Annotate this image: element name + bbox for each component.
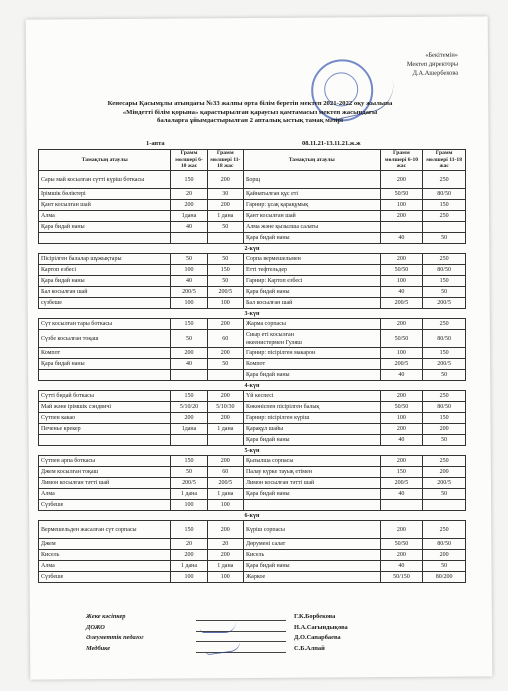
dish-name-breakfast: Алма	[39, 489, 171, 500]
table-row	[39, 572, 466, 583]
grams-11-18: 1 дана	[207, 211, 243, 222]
table-row	[39, 402, 466, 413]
date-range: 08.11.21-13.11.21.ж.ж	[302, 140, 361, 147]
grams-11-18: 80/50	[423, 330, 466, 348]
grams-6-10	[171, 370, 207, 381]
dish-name-breakfast: Сүтті бидай боткасы	[39, 391, 171, 402]
table-row	[39, 200, 466, 211]
day-header-row	[39, 309, 466, 319]
approval-role: Мектеп директоры	[406, 60, 459, 68]
grams-6-10: 200	[380, 424, 423, 435]
signature-name: С.Б.Алпай	[294, 644, 325, 652]
grams-6-10: 1 дана	[171, 561, 207, 572]
menu-table	[38, 149, 466, 583]
table-row	[39, 500, 466, 511]
grams-11-18: 50	[423, 287, 466, 298]
grams-11-18: 50	[207, 276, 243, 287]
grams-11-18: 1 дана	[207, 561, 243, 572]
grams-11-18: 1 дана	[207, 489, 243, 500]
dish-name-lunch: Қайнатылған құс еті	[243, 189, 380, 200]
grams-6-10: 50/150	[380, 572, 423, 583]
day-label: 3-күн	[39, 309, 466, 319]
grams-11-18: 100	[207, 298, 243, 309]
signature-row	[86, 612, 348, 623]
dish-name-breakfast: Картоп езбесі	[39, 265, 171, 276]
grams-6-10: 40	[380, 370, 423, 381]
table-row	[39, 222, 466, 233]
table-row	[39, 359, 466, 370]
dish-name-breakfast: Сары май косылған сүтті күріш боткасы	[39, 171, 171, 189]
col-header-grams-6-10: Грамм мөлшері 6-10 жас	[171, 150, 207, 171]
dish-name-breakfast: Қара бидай наны	[39, 276, 171, 287]
dish-name-lunch: Жарма сорпасы	[243, 319, 380, 330]
grams-11-18	[423, 222, 466, 233]
col-header-grams-6-10: Грамм мөлшері 6-10 жас	[380, 150, 423, 171]
grams-6-10: 200	[171, 550, 207, 561]
grams-6-10: 50/50	[380, 330, 423, 348]
table-row	[39, 456, 466, 467]
table-row	[39, 233, 466, 244]
grams-11-18: 200/5	[423, 359, 466, 370]
grams-6-10: 200/5	[380, 298, 423, 309]
dish-name-lunch: Жаркое	[243, 572, 380, 583]
dish-name-lunch: Қара бидай наны	[243, 287, 380, 298]
col-header-name: Тамақтың атаулы	[243, 150, 380, 171]
table-row	[39, 435, 466, 446]
grams-6-10: 50	[171, 467, 207, 478]
table-row	[39, 424, 466, 435]
dish-name-breakfast: Пісірілген балалар шұжықтары	[39, 254, 171, 265]
dish-name-breakfast: сүзбеше	[39, 298, 171, 309]
grams-6-10: 200/5	[380, 478, 423, 489]
table-row	[39, 330, 466, 348]
grams-11-18: 150	[207, 265, 243, 276]
dish-name-breakfast: Май және ірімшік сэндвичі	[39, 402, 171, 413]
grams-11-18: 80/50	[423, 189, 466, 200]
grams-11-18: 60	[207, 467, 243, 478]
grams-6-10: 200	[380, 319, 423, 330]
dish-name-breakfast: Қара бидай наны	[39, 222, 171, 233]
grams-11-18: 200	[207, 200, 243, 211]
grams-6-10: 200	[380, 254, 423, 265]
table-row	[39, 348, 466, 359]
grams-11-18: 250	[423, 391, 466, 402]
dish-name-breakfast: Ірімшік бөліктері	[39, 189, 171, 200]
grams-6-10: 150	[380, 467, 423, 478]
approval-name: Д.А.Ашербекова	[412, 69, 459, 77]
grams-11-18: 50	[423, 435, 466, 446]
grams-11-18: 200	[207, 550, 243, 561]
grams-11-18: 50	[207, 222, 243, 233]
grams-11-18: 80/50	[423, 402, 466, 413]
grams-11-18: 200	[207, 391, 243, 402]
day-header-row	[39, 446, 466, 456]
grams-6-10: 40	[171, 222, 207, 233]
col-header-grams-11-18: Грамм мөлшері 11-18 жас	[423, 150, 466, 171]
week-label: 1-апта	[146, 140, 165, 147]
dish-name-breakfast: Компот	[39, 348, 171, 359]
table-row	[39, 550, 466, 561]
grams-6-10: 1дана	[171, 424, 207, 435]
grams-11-18: 100	[207, 500, 243, 511]
handwritten-signature	[200, 622, 236, 633]
dish-name-lunch: Үй кеспесі	[243, 391, 380, 402]
grams-6-10: 40	[380, 287, 423, 298]
dish-name-breakfast: Джем косылған тоқаш	[39, 467, 171, 478]
col-header-grams-11-18: Грамм мөлшері 11-18 жас	[207, 150, 243, 171]
dish-name-breakfast: Кисель	[39, 550, 171, 561]
day-label: 5-күн	[39, 446, 466, 456]
grams-11-18: 60	[207, 330, 243, 348]
table-row	[39, 265, 466, 276]
grams-11-18: 150	[423, 413, 466, 424]
table-row	[39, 467, 466, 478]
dish-name-lunch: Қара бидай наны	[243, 435, 380, 446]
grams-6-10	[380, 500, 423, 511]
dish-name-lunch: Қара бидай наны	[243, 489, 380, 500]
table-row	[39, 171, 466, 189]
table-row	[39, 287, 466, 298]
table-row	[39, 521, 466, 539]
grams-11-18: 50	[207, 254, 243, 265]
grams-6-10: 150	[171, 391, 207, 402]
grams-6-10: 100	[380, 200, 423, 211]
document-title	[40, 100, 460, 126]
day-header-row	[39, 511, 466, 521]
grams-6-10: 200/5	[171, 478, 207, 489]
title-line-3: балаларға ұйымдастырылған 2 апталық ыстық тамақ мәзірі	[157, 117, 343, 125]
grams-6-10: 200	[380, 171, 423, 189]
grams-11-18	[207, 435, 243, 446]
grams-6-10: 200/5	[171, 287, 207, 298]
dish-name-lunch: Сорпа вермешельмен	[243, 254, 380, 265]
dish-name-lunch: Гарнир: Картоп езбесі	[243, 276, 380, 287]
grams-11-18: 250	[423, 171, 466, 189]
grams-6-10: 200	[380, 456, 423, 467]
grams-6-10: 200	[380, 211, 423, 222]
grams-6-10: 50	[171, 254, 207, 265]
dish-name-breakfast: Қант косылған шай	[39, 200, 171, 211]
dish-name-lunch: Етті тефтельдер	[243, 265, 380, 276]
grams-6-10: 40	[380, 489, 423, 500]
day-label: 2-күн	[39, 244, 466, 254]
dish-name-breakfast: Печенье крекер	[39, 424, 171, 435]
table-row	[39, 539, 466, 550]
grams-6-10: 40	[380, 435, 423, 446]
grams-11-18: 150	[423, 348, 466, 359]
grams-6-10: 40	[380, 233, 423, 244]
grams-11-18: 200	[207, 456, 243, 467]
dish-name-lunch: Көкөніспен пісірілген балық	[243, 402, 380, 413]
grams-6-10: 150	[171, 319, 207, 330]
col-header-name: Тамақтың атаулы	[39, 150, 171, 171]
dish-name-breakfast: Сүзбеше	[39, 500, 171, 511]
grams-6-10: 100	[171, 500, 207, 511]
dish-name-breakfast: Вермешельден жасалған сүт сорпасы	[39, 521, 171, 539]
grams-11-18: 200/5	[423, 478, 466, 489]
grams-6-10: 5/10/20	[171, 402, 207, 413]
signature-line	[196, 612, 286, 621]
dish-name-breakfast: Сүзбе косылған тоқаш	[39, 330, 171, 348]
dish-name-lunch: Қарақұл шайы	[243, 424, 380, 435]
grams-6-10: 150	[171, 521, 207, 539]
grams-11-18: 200/5	[207, 478, 243, 489]
dish-name-lunch: Гарнир: ұсақ қарақұмық	[243, 200, 380, 211]
dish-name-lunch: Қызылша сорпасы	[243, 456, 380, 467]
grams-6-10	[171, 233, 207, 244]
dish-name-lunch: Қара бидай наны	[243, 561, 380, 572]
signature-name: Г.К.Борбекова	[294, 613, 336, 620]
dish-name-lunch: Бал косылған шай	[243, 298, 380, 309]
grams-6-10: 200	[380, 521, 423, 539]
grams-11-18	[423, 500, 466, 511]
signature-name: Н.А.Сағындықова	[294, 623, 348, 631]
approval-title: «Бекітемін»	[425, 51, 458, 59]
grams-11-18: 80/50	[423, 265, 466, 276]
grams-11-18: 250	[423, 319, 466, 330]
dish-name-breakfast: Сүт косылған тары боткасы	[39, 319, 171, 330]
grams-6-10: 100	[171, 298, 207, 309]
dish-name-breakfast: Қара бидай наны	[39, 359, 171, 370]
grams-6-10: 150	[171, 171, 207, 189]
grams-6-10: 50/50	[380, 402, 423, 413]
table-row	[39, 189, 466, 200]
grams-11-18: 80/200	[423, 572, 466, 583]
grams-6-10	[171, 435, 207, 446]
grams-6-10: 200/5	[380, 359, 423, 370]
grams-6-10: 200	[380, 391, 423, 402]
grams-11-18: 5/10/30	[207, 402, 243, 413]
day-header-row	[39, 381, 466, 391]
dish-name-lunch: Гарнир: пісірілген макарон	[243, 348, 380, 359]
grams-11-18: 200/5	[207, 287, 243, 298]
dish-name-lunch: Қара бидай наны	[243, 233, 380, 244]
table-row	[39, 391, 466, 402]
grams-11-18: 100	[207, 572, 243, 583]
grams-6-10: 50	[171, 330, 207, 348]
dish-name-breakfast: Бал косылған шай	[39, 287, 171, 298]
grams-6-10: 100	[380, 276, 423, 287]
dish-name-lunch: Палау күркe тауық етімен	[243, 467, 380, 478]
grams-11-18: 50	[423, 489, 466, 500]
grams-6-10: 1 дана	[171, 489, 207, 500]
table-row	[39, 478, 466, 489]
grams-6-10: 50/50	[380, 189, 423, 200]
signature-role: ДОЖО	[86, 623, 105, 631]
grams-11-18: 200	[207, 171, 243, 189]
grams-6-10: 100	[380, 413, 423, 424]
title-line-1: Кенесары Қасымұлы атындағы №33 жалпы орта білім беретін мектеп 2021-2022 оқу жылына	[107, 100, 393, 107]
grams-6-10: 50/50	[380, 265, 423, 276]
grams-11-18: 30	[207, 189, 243, 200]
dish-name-breakfast	[39, 435, 171, 446]
signature-line	[196, 633, 286, 642]
dish-name-breakfast: Лимон косылған тәтті шай	[39, 478, 171, 489]
grams-11-18: 250	[423, 254, 466, 265]
grams-11-18: 200/5	[423, 298, 466, 309]
grams-6-10: 40	[380, 561, 423, 572]
grams-11-18: 50	[423, 561, 466, 572]
dish-name-lunch: Лимон косылған тәтті шай	[243, 478, 380, 489]
signature-name: Д.О.Сапарбаева	[294, 634, 341, 641]
signature-role: Жеке кәсіпкер	[86, 613, 126, 620]
title-line-2: «Міндетті білім қорына» қарастырылған қараусыз қамтамасыз мектеп жасындағы	[122, 108, 378, 116]
dish-name-lunch	[243, 500, 380, 511]
grams-6-10: 100	[171, 265, 207, 276]
grams-11-18: 50	[207, 359, 243, 370]
grams-11-18: 250	[423, 456, 466, 467]
table-row	[39, 489, 466, 500]
table-row	[39, 254, 466, 265]
grams-6-10: 20	[171, 539, 207, 550]
grams-11-18: 200	[207, 413, 243, 424]
grams-6-10: 150	[171, 456, 207, 467]
grams-11-18: 250	[423, 211, 466, 222]
signature-role: Медбике	[86, 644, 111, 652]
day-label: 6-күн	[39, 511, 466, 521]
dish-name-breakfast: Сүтпен какао	[39, 413, 171, 424]
dish-name-lunch: Күріш сорпасы	[243, 521, 380, 539]
approval-block	[407, 51, 458, 78]
grams-6-10: 50/50	[380, 539, 423, 550]
dish-name-lunch: Қара бидай наны	[243, 370, 380, 381]
grams-11-18: 50	[423, 370, 466, 381]
signature-role: Әлеуметтік педагог	[86, 634, 144, 641]
grams-11-18: 200	[423, 550, 466, 561]
dish-name-lunch: Қант косылған шай	[243, 211, 380, 222]
grams-6-10: 200	[380, 550, 423, 561]
dish-name-lunch: Сиыр еті косылған өкеенистермен Гуляш	[243, 330, 380, 348]
grams-6-10: 1дана	[171, 211, 207, 222]
grams-6-10: 200	[171, 200, 207, 211]
grams-6-10: 200	[171, 413, 207, 424]
dish-name-lunch: Дөрумені салат	[243, 539, 380, 550]
dish-name-breakfast	[39, 233, 171, 244]
day-label: 4-күн	[39, 381, 466, 391]
grams-11-18: 20	[207, 539, 243, 550]
table-row	[39, 276, 466, 287]
grams-11-18: 150	[423, 276, 466, 287]
grams-6-10	[380, 222, 423, 233]
table-row	[39, 211, 466, 222]
grams-11-18: 200	[207, 348, 243, 359]
dish-name-lunch: Компот	[243, 359, 380, 370]
grams-11-18: 200	[207, 319, 243, 330]
grams-11-18: 200	[423, 424, 466, 435]
grams-11-18: 200	[423, 467, 466, 478]
grams-6-10: 100	[380, 348, 423, 359]
table-row	[39, 319, 466, 330]
table-header-row	[39, 150, 466, 171]
dish-name-breakfast: Сүтпен арпа боткасы	[39, 456, 171, 467]
dish-name-breakfast	[39, 370, 171, 381]
grams-6-10: 100	[171, 572, 207, 583]
grams-11-18: 150	[423, 200, 466, 211]
table-row	[39, 370, 466, 381]
grams-11-18: 80/50	[423, 539, 466, 550]
dish-name-breakfast: Сүзбеше	[39, 572, 171, 583]
dish-name-breakfast: Алма	[39, 211, 171, 222]
grams-11-18: 250	[423, 521, 466, 539]
grams-11-18	[207, 233, 243, 244]
grams-11-18: 200	[207, 521, 243, 539]
dish-name-lunch: Гарнир: пісірілген күріш	[243, 413, 380, 424]
grams-6-10: 20	[171, 189, 207, 200]
grams-11-18	[207, 370, 243, 381]
dish-name-lunch: Борщ	[243, 171, 380, 189]
grams-11-18: 50	[423, 233, 466, 244]
table-row	[39, 413, 466, 424]
dish-name-breakfast: Алма	[39, 561, 171, 572]
table-row	[39, 298, 466, 309]
grams-11-18: 1 дана	[207, 424, 243, 435]
day-header-row	[39, 244, 466, 254]
dish-name-lunch: Кисель	[243, 550, 380, 561]
dish-name-lunch: Алма және қызылша салаты	[243, 222, 380, 233]
grams-6-10: 200	[171, 348, 207, 359]
table-row	[39, 561, 466, 572]
grams-6-10: 40	[171, 359, 207, 370]
dish-name-breakfast: Джем	[39, 539, 171, 550]
grams-6-10: 40	[171, 276, 207, 287]
